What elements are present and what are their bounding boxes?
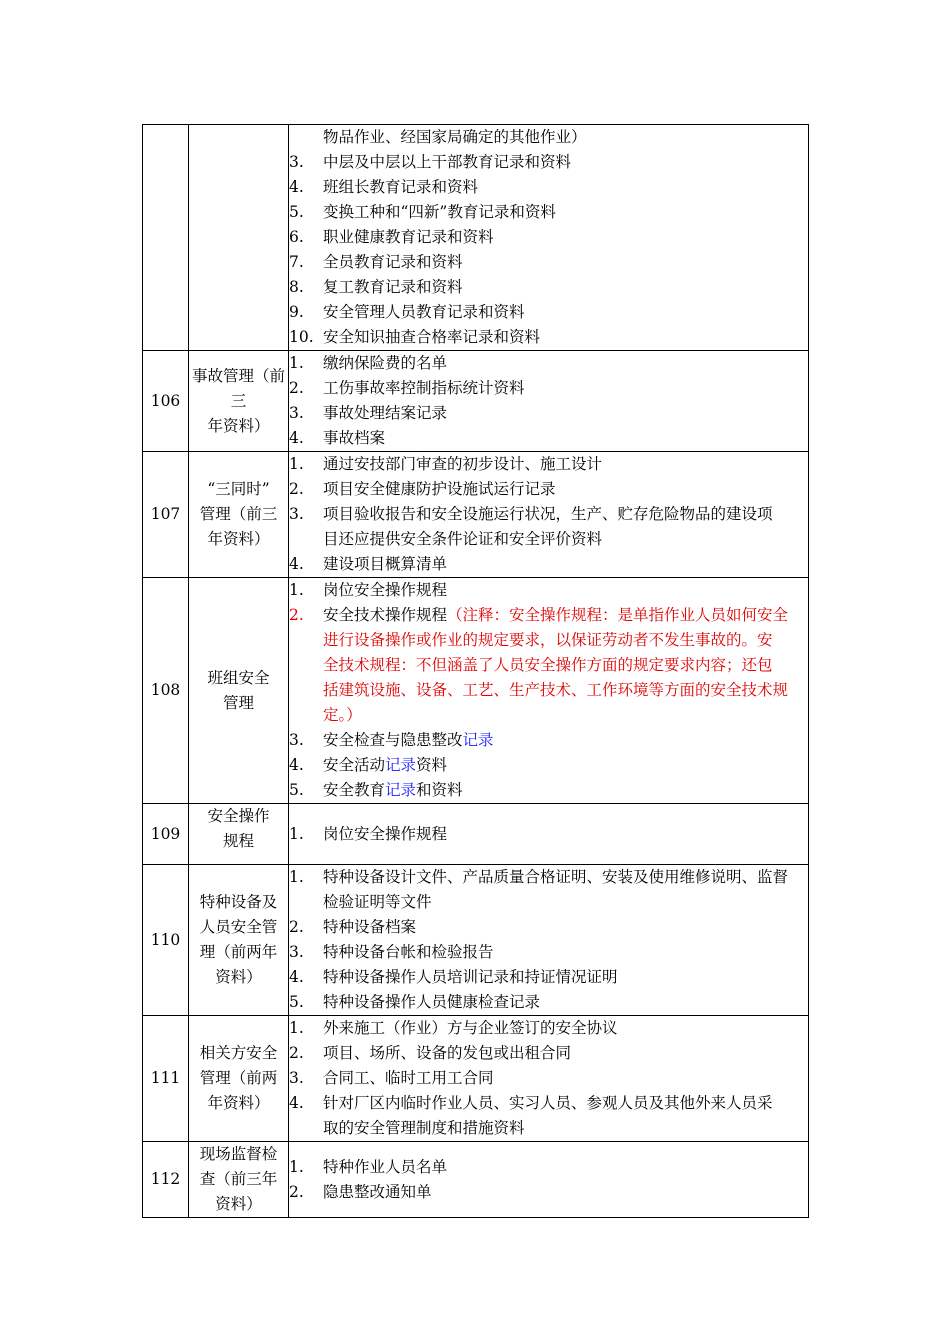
list-item-text — [323, 125, 808, 150]
list-item-number: 3. — [289, 731, 304, 749]
list-item-text — [323, 778, 808, 803]
item-text: 安全知识抽查合格率记录和资料 — [323, 328, 541, 346]
list-item-number: 2. — [289, 1182, 304, 1201]
item-number: 112 — [143, 1142, 189, 1218]
list-item-number: 1. — [289, 824, 304, 843]
list-item — [289, 965, 808, 990]
item-text: 检验证明等文件 — [323, 893, 432, 911]
list-item-text — [323, 865, 808, 890]
item-text: 建设项目概算清单 — [323, 555, 448, 573]
list-item-text — [323, 753, 808, 778]
list-item-text — [323, 150, 808, 175]
list-item — [289, 1155, 808, 1180]
item-text: 隐患整改通知单 — [323, 1182, 432, 1201]
list-item-number: 4. — [289, 429, 304, 447]
list-item-text — [323, 300, 808, 325]
list-item-number — [289, 890, 323, 915]
item-list — [289, 452, 809, 578]
item-number: 108 — [143, 578, 189, 804]
list-item-text — [323, 603, 808, 628]
list-item — [289, 890, 808, 915]
item-text: 特种设备设计文件、产品质量合格证明、安装及使用维修说明、监督 — [323, 868, 789, 886]
list-item — [289, 653, 808, 678]
list-item — [289, 426, 808, 451]
item-number: 109 — [143, 804, 189, 865]
item-text: 合同工、临时工用工合同 — [323, 1069, 494, 1087]
item-text: 安全检查与隐患整改 — [323, 731, 463, 749]
item-category — [189, 578, 289, 804]
item-list — [289, 578, 809, 804]
list-item — [289, 1180, 808, 1205]
list-item-text — [323, 527, 808, 552]
list-item-number: 1. — [289, 581, 304, 599]
item-list — [289, 125, 809, 351]
item-category — [189, 1142, 289, 1218]
list-item-number — [289, 527, 323, 552]
item-text: 项目、场所、设备的发包或出租合同 — [323, 1044, 572, 1062]
list-item — [289, 200, 808, 225]
list-item — [289, 1091, 808, 1116]
list-item-number: 4. — [289, 968, 304, 986]
table-row — [143, 351, 809, 452]
list-item-text — [323, 250, 808, 275]
list-item-number: 6. — [289, 228, 304, 246]
item-text: 职业健康教育记录和资料 — [323, 228, 494, 246]
list-item-number: 4. — [289, 555, 304, 573]
list-item-text — [323, 1180, 808, 1205]
list-item — [289, 275, 808, 300]
table-row — [143, 125, 809, 351]
list-item — [289, 628, 808, 653]
category-label: 班组安全 管理 — [207, 668, 270, 712]
list-item — [289, 125, 808, 150]
item-category — [189, 1016, 289, 1142]
list-item — [289, 401, 808, 426]
list-item-number: 1. — [289, 455, 304, 473]
category-label: 特种设备及 人员安全管 理（前两年 资料） — [199, 893, 278, 986]
item-category — [189, 351, 289, 452]
list-item-text — [323, 452, 808, 477]
list-item-text — [323, 376, 808, 401]
list-item — [289, 552, 808, 577]
list-item-number: 2. — [289, 606, 304, 624]
item-category — [189, 452, 289, 578]
list-item-text — [323, 1155, 808, 1180]
item-category — [189, 804, 289, 865]
item-list — [289, 351, 809, 452]
annotation-note: （注释：安全操作规程：是单指作业人员如何安全 — [447, 606, 789, 624]
item-text: 事故处理结案记录 — [323, 404, 448, 422]
list-item — [289, 940, 808, 965]
list-item-number: 5. — [289, 203, 304, 221]
table-row — [143, 1016, 809, 1142]
list-item — [289, 527, 808, 552]
item-number: 106 — [143, 351, 189, 452]
list-item — [289, 502, 808, 527]
item-text: 项目验收报告和安全设施运行状况，生产、贮存危险物品的建设项 — [323, 505, 773, 523]
item-text: 复工教育记录和资料 — [323, 278, 463, 296]
list-item — [289, 753, 808, 778]
list-item-text — [323, 552, 808, 577]
list-item-number — [289, 125, 323, 150]
list-item — [289, 351, 808, 376]
list-item-number: 4. — [289, 178, 304, 196]
list-item-number — [289, 653, 323, 678]
item-list — [289, 804, 809, 865]
list-item-text — [323, 426, 808, 451]
list-item — [289, 477, 808, 502]
item-text-tail: 资料 — [416, 756, 448, 774]
item-text: 取的安全管理制度和措施资料 — [323, 1119, 525, 1137]
list-item-number: 5. — [289, 993, 304, 1011]
list-item-number: 3. — [289, 1069, 304, 1087]
list-item-text — [323, 1091, 808, 1116]
list-item-number: 1. — [289, 1157, 304, 1176]
item-text: 目还应提供安全条件论证和安全评价资料 — [323, 530, 603, 548]
list-item-text — [323, 822, 808, 847]
list-item — [289, 225, 808, 250]
item-number: 111 — [143, 1016, 189, 1142]
item-text: 特种设备档案 — [323, 918, 417, 936]
list-item — [289, 603, 808, 628]
item-number — [143, 125, 189, 351]
item-text: 特种设备操作人员健康检查记录 — [323, 993, 541, 1011]
annotation-note: 全技术规程：不但涵盖了人员安全操作方面的规定要求内容；还包 — [323, 656, 773, 674]
list-item — [289, 703, 808, 728]
item-text: 缴纳保险费的名单 — [323, 354, 448, 372]
item-text: 安全活动 — [323, 756, 386, 774]
item-text: 工伤事故率控制指标统计资料 — [323, 379, 525, 397]
list-item-number: 4. — [289, 756, 304, 774]
item-text: 特种作业人员名单 — [323, 1157, 448, 1176]
item-text: 特种设备操作人员培训记录和持证情况证明 — [323, 968, 618, 986]
item-text: 事故档案 — [323, 429, 386, 447]
list-item-number: 7. — [289, 253, 304, 271]
list-item-text — [323, 1116, 808, 1141]
list-item-number — [289, 1116, 323, 1141]
item-text: 安全教育 — [323, 781, 386, 799]
list-item — [289, 300, 808, 325]
item-text: 班组长教育记录和资料 — [323, 178, 479, 196]
list-item — [289, 175, 808, 200]
item-category — [189, 865, 289, 1016]
item-text: 全员教育记录和资料 — [323, 253, 463, 271]
document-table — [142, 124, 809, 1218]
list-item-text — [323, 915, 808, 940]
list-item-text — [323, 728, 808, 753]
list-item-number: 1. — [289, 354, 304, 372]
table-body — [143, 125, 809, 1218]
list-item — [289, 452, 808, 477]
list-item — [289, 822, 808, 847]
item-text: 岗位安全操作规程 — [323, 824, 448, 843]
list-item — [289, 728, 808, 753]
item-text: 物品作业、经国家局确定的其他作业） — [323, 128, 587, 146]
list-item-number: 1. — [289, 868, 304, 886]
list-item-text — [323, 578, 808, 603]
item-text: 安全技术操作规程 — [323, 606, 448, 624]
list-item-number: 10. — [289, 328, 314, 346]
list-item — [289, 150, 808, 175]
list-item-text — [323, 477, 808, 502]
item-text: 项目安全健康防护设施试运行记录 — [323, 480, 556, 498]
list-item — [289, 990, 808, 1015]
list-item-number: 3. — [289, 505, 304, 523]
list-item-text — [323, 325, 808, 350]
item-text: 安全管理人员教育记录和资料 — [323, 303, 525, 321]
list-item-text — [323, 175, 808, 200]
item-number: 107 — [143, 452, 189, 578]
list-item-text — [323, 1066, 808, 1091]
list-item-number: 1. — [289, 1019, 304, 1037]
category-label: 相关方安全 管理（前两 年资料） — [199, 1044, 278, 1112]
list-item-text — [323, 628, 808, 653]
category-label: 事故管理（前三 年资料） — [191, 366, 285, 435]
list-item — [289, 865, 808, 890]
item-list — [289, 1142, 809, 1218]
list-item-text — [323, 940, 808, 965]
list-item — [289, 915, 808, 940]
table-row — [143, 865, 809, 1016]
list-item-number — [289, 628, 323, 653]
highlighted-term: 记录 — [385, 756, 417, 774]
list-item — [289, 1116, 808, 1141]
list-item — [289, 1041, 808, 1066]
list-item-text — [323, 1041, 808, 1066]
category-label: “三同时” 管理（前三 年资料） — [199, 480, 278, 548]
highlighted-term: 记录 — [385, 781, 417, 799]
item-text: 中层及中层以上干部教育记录和资料 — [323, 153, 572, 171]
annotation-note: 括建筑设施、设备、工艺、生产技术、工作环境等方面的安全技术规 — [323, 681, 789, 699]
list-item-text — [323, 502, 808, 527]
list-item-text — [323, 703, 808, 728]
table-row — [143, 804, 809, 865]
list-item-number — [289, 678, 323, 703]
list-item-text — [323, 225, 808, 250]
item-category — [189, 125, 289, 351]
list-item-number: 2. — [289, 918, 304, 936]
table-row — [143, 452, 809, 578]
list-item — [289, 250, 808, 275]
list-item-number: 2. — [289, 1044, 304, 1062]
item-list — [289, 865, 809, 1016]
list-item-number: 3. — [289, 404, 304, 422]
list-item-text — [323, 275, 808, 300]
list-item-text — [323, 200, 808, 225]
list-item-number — [289, 703, 323, 728]
table-row — [143, 1142, 809, 1218]
item-text: 特种设备台帐和检验报告 — [323, 943, 494, 961]
list-item-number: 2. — [289, 379, 304, 397]
annotation-note: 定。） — [323, 706, 362, 724]
list-item-number: 5. — [289, 781, 304, 799]
category-label: 安全操作 规程 — [207, 807, 270, 850]
list-item-number: 4. — [289, 1094, 304, 1112]
list-item — [289, 1016, 808, 1041]
table-row — [143, 578, 809, 804]
list-item-text — [323, 965, 808, 990]
list-item-text — [323, 678, 808, 703]
highlighted-term: 记录 — [462, 731, 494, 749]
list-item-number: 3. — [289, 943, 304, 961]
item-number: 110 — [143, 865, 189, 1016]
list-item-number: 3. — [289, 153, 304, 171]
item-list — [289, 1016, 809, 1142]
item-text: 变换工种和“四新”教育记录和资料 — [323, 203, 556, 221]
list-item-text — [323, 890, 808, 915]
item-text: 外来施工（作业）方与企业签订的安全协议 — [323, 1019, 618, 1037]
list-item-text — [323, 1016, 808, 1041]
item-text: 岗位安全操作规程 — [323, 581, 448, 599]
item-text: 针对厂区内临时作业人员、实习人员、参观人员及其他外来人员采 — [323, 1094, 773, 1112]
list-item-text — [323, 351, 808, 376]
list-item-number: 9. — [289, 303, 304, 321]
list-item-text — [323, 401, 808, 426]
list-item — [289, 578, 808, 603]
list-item — [289, 325, 808, 350]
list-item-text — [323, 653, 808, 678]
list-item-number: 8. — [289, 278, 304, 296]
list-item — [289, 1066, 808, 1091]
annotation-note: 进行设备操作或作业的规定要求，以保证劳动者不发生事故的。安 — [323, 631, 773, 649]
item-text-tail: 和资料 — [416, 781, 463, 799]
list-item — [289, 376, 808, 401]
item-text: 通过安技部门审查的初步设计、施工设计 — [323, 455, 603, 473]
list-item-text — [323, 990, 808, 1015]
list-item — [289, 778, 808, 803]
category-label: 现场监督检 查（前三年 资料） — [199, 1145, 278, 1213]
list-item — [289, 678, 808, 703]
list-item-number: 2. — [289, 480, 304, 498]
